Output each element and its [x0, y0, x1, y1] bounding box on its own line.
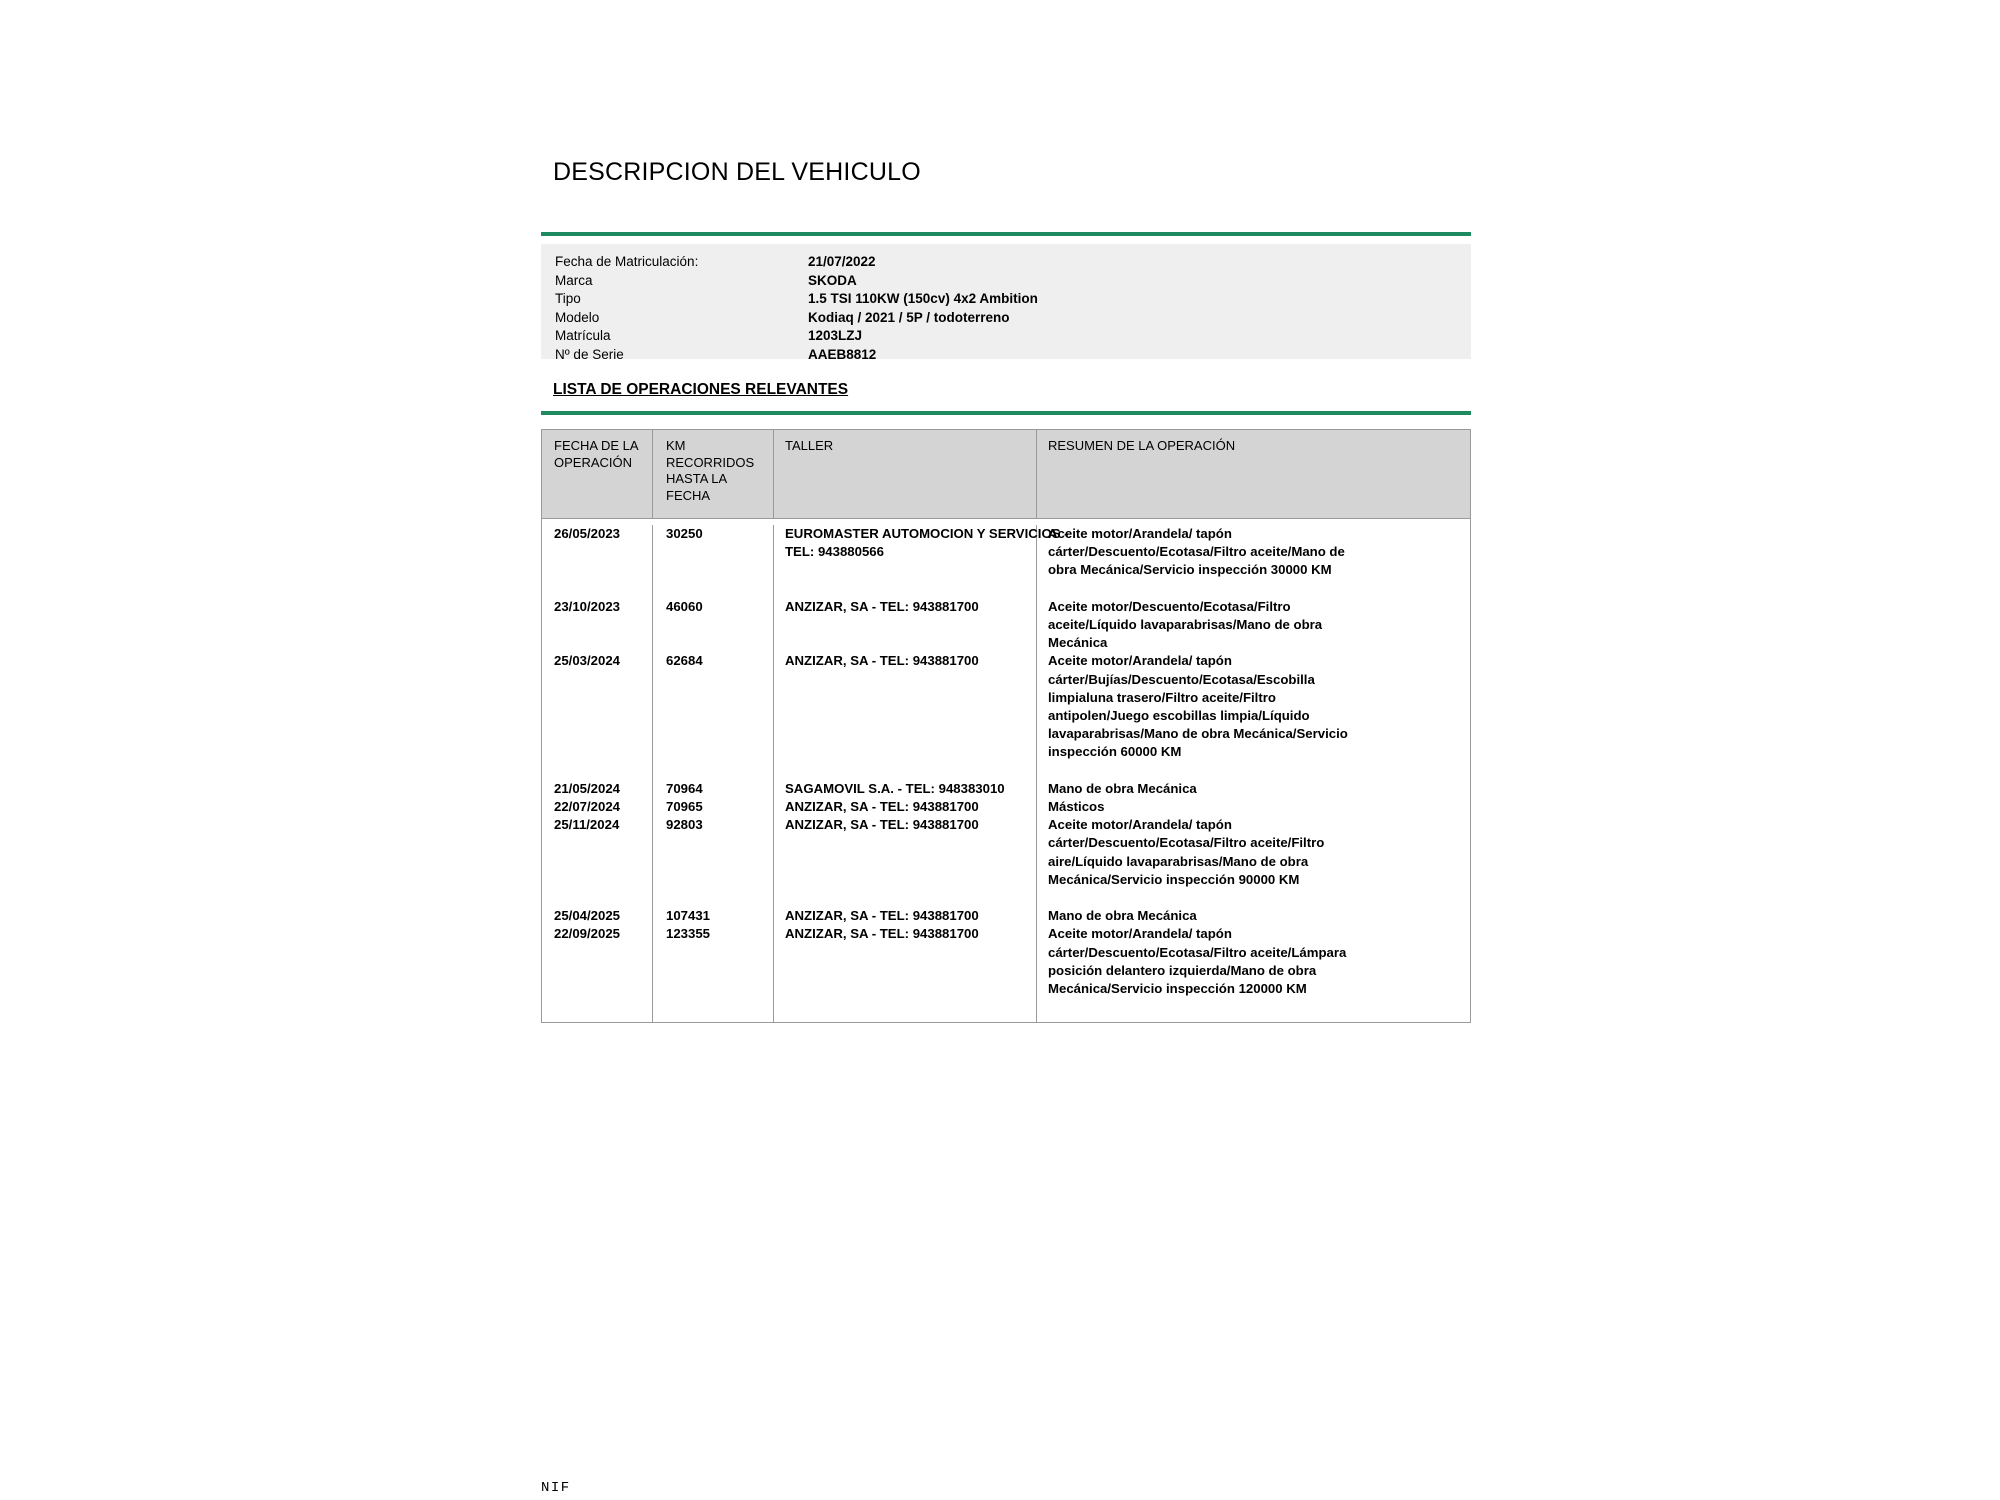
table-row [542, 652, 1470, 779]
cell-resumen: Aceite motor/Descuento/Ecotasa/Filtro aceite/Líquido lavaparabrisas/Mano de obra Mecánica [1048, 598, 1323, 651]
operations-table [541, 429, 1471, 1023]
cell-fecha: 26/05/2023 [554, 526, 621, 541]
table-row [542, 598, 1470, 653]
vehicle-field-value: 21/07/2022 [808, 254, 876, 269]
cell-km: 62684 [666, 653, 703, 669]
vehicle-field-value: 1.5 TSI 110KW (150cv) 4x2 Ambition [808, 291, 1038, 306]
cell-fecha: 25/11/2024 [554, 817, 620, 833]
cell-km: 107431 [666, 908, 711, 924]
table-row [542, 925, 1470, 1016]
cell-resumen: Mano de obra Mecánica [1048, 780, 1197, 796]
cell-resumen: Aceite motor/Arandela/ tapón cárter/Bujías/Descuento/Ecotasa/Escobilla limpialuna trasero/Filtro aceite/Filtro antipolen/Juego escobillas limpia/Líquido lavaparabrisas/Mano de obra Mecánica/Servicio inspección 60000 KM [1048, 653, 1348, 760]
cell-km: 30250 [666, 526, 703, 541]
cell-resumen: Aceite motor/Arandela/ tapón cárter/Descuento/Ecotasa/Filtro aceite/Filtro aire/Líquido lavaparabrisas/Mano de obra Mecánica/Servicio inspección 90000 KM [1048, 817, 1325, 887]
cell-taller: SAGAMOVIL S.A. - TEL: 948383010 [785, 780, 1005, 796]
vehicle-field-label: Modelo [555, 309, 600, 325]
table-row [542, 798, 1470, 816]
footer-nif: NIF [541, 1480, 571, 1496]
cell-taller: ANZIZAR, SA - TEL: 943881700 [785, 817, 979, 833]
header-fecha: FECHA DE LA OPERACIÓN [554, 438, 638, 470]
cell-km: 92803 [666, 817, 703, 833]
cell-resumen: Aceite motor/Arandela/ tapón cárter/Descuento/Ecotasa/Filtro aceite/Lámpara posición delantero izquierda/Mano de obra Mecánica/Servicio inspección 120000 KM [1048, 926, 1347, 996]
cell-resumen: Mano de obra Mecánica [1048, 908, 1197, 924]
table-row [542, 780, 1470, 798]
table-row [542, 525, 1470, 598]
vehicle-field-value: 1203LZJ [808, 328, 863, 343]
operations-table-body [542, 525, 1470, 1022]
vehicle-field-value: AAEB8812 [808, 346, 877, 362]
cell-taller: ANZIZAR, SA - TEL: 943881700 [785, 926, 979, 942]
vehicle-field-label: Marca [555, 272, 593, 288]
column-separator [773, 430, 774, 518]
cell-fecha: 25/04/2025 [554, 908, 621, 924]
divider-middle [541, 411, 1471, 415]
cell-taller: ANZIZAR, SA - TEL: 943881700 [785, 598, 979, 614]
header-resumen: RESUMEN DE LA OPERACIÓN [1048, 438, 1236, 453]
cell-resumen: Aceite motor/Arandela/ tapón cárter/Descuento/Ecotasa/Filtro aceite/Mano de obra Mecánica/Servicio inspección 30000 KM [1048, 526, 1345, 578]
page-title: DESCRIPCION DEL VEHICULO [553, 158, 921, 186]
header-taller: TALLER [785, 438, 834, 453]
table-row [542, 816, 1470, 907]
cell-fecha: 21/05/2024 [554, 780, 621, 796]
column-separator [1036, 430, 1037, 518]
cell-km: 123355 [666, 926, 711, 942]
cell-km: 70964 [666, 780, 703, 796]
vehicle-field-label: Fecha de Matriculación: [555, 254, 699, 269]
vehicle-field-label: Matrícula [555, 328, 611, 343]
column-separator [652, 430, 653, 518]
cell-taller: ANZIZAR, SA - TEL: 943881700 [785, 653, 979, 669]
table-row [542, 907, 1470, 925]
section-title-operations: LISTA DE OPERACIONES RELEVANTES [553, 381, 849, 398]
vehicle-field-value: SKODA [808, 272, 857, 288]
divider-top [541, 232, 1471, 236]
vehicle-field-value: Kodiaq / 2021 / 5P / todoterreno [808, 309, 1010, 325]
cell-fecha: 23/10/2023 [554, 598, 621, 614]
vehicle-description-panel [541, 244, 1471, 362]
cell-taller: EUROMASTER AUTOMOCION Y SERVICIOS - TEL: 943880566 [785, 526, 1069, 560]
cell-resumen: Másticos [1048, 798, 1105, 814]
cell-taller: ANZIZAR, SA - TEL: 943881700 [785, 908, 979, 924]
vehicle-field-label: Nº de Serie [555, 346, 624, 362]
header-km: KM RECORRIDOS HASTA LA FECHA [666, 438, 755, 503]
cell-fecha: 22/07/2024 [554, 798, 621, 814]
operations-table-header [542, 430, 1470, 519]
vehicle-field-label: Tipo [555, 291, 581, 306]
cell-taller: ANZIZAR, SA - TEL: 943881700 [785, 798, 979, 814]
cell-km: 46060 [666, 598, 703, 614]
cell-fecha: 25/03/2024 [554, 653, 621, 669]
cell-km: 70965 [666, 798, 703, 814]
cell-fecha: 22/09/2025 [554, 926, 621, 942]
